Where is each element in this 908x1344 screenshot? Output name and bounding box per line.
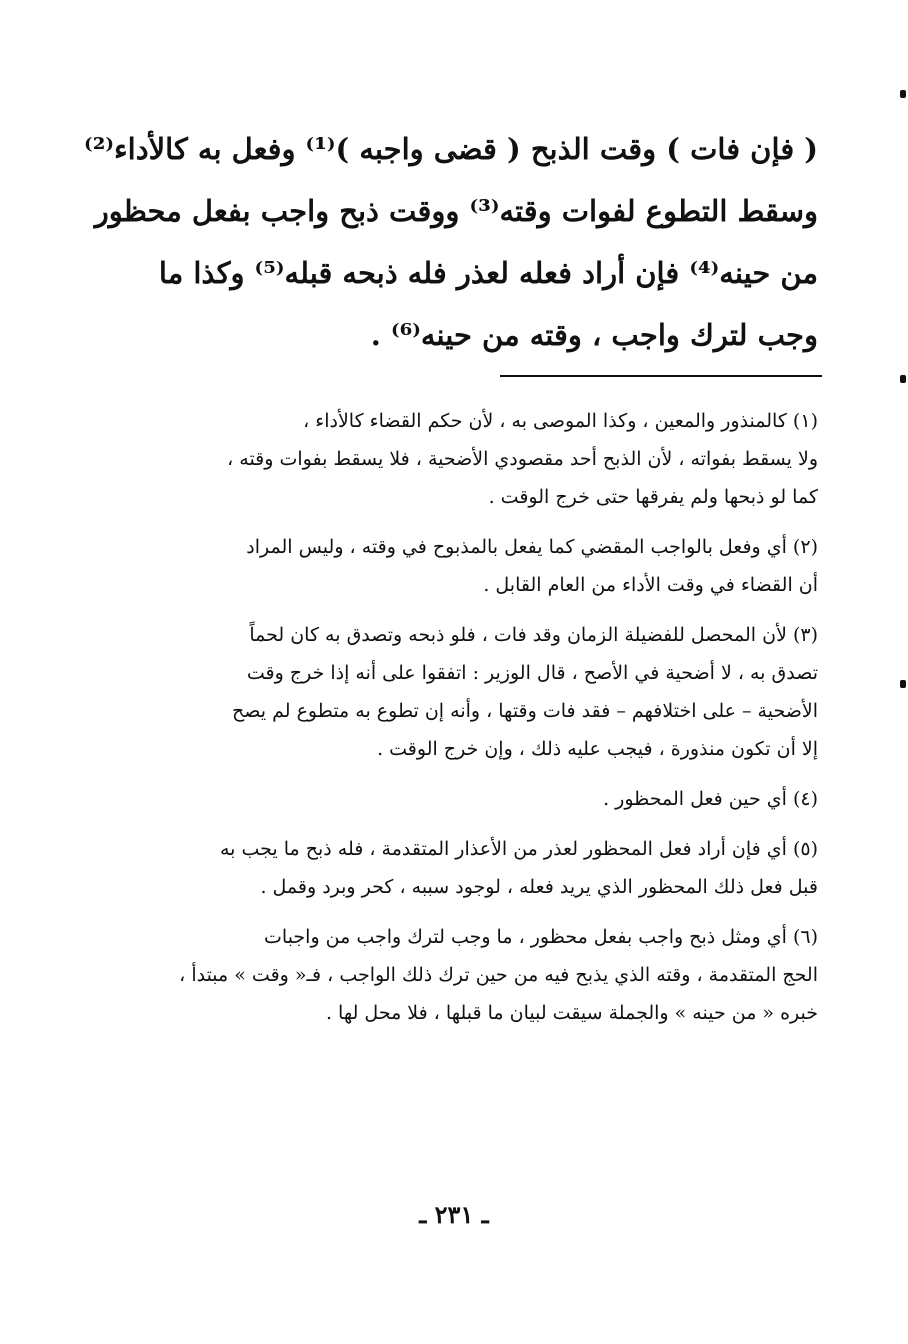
main-text-line: ( فإن فات ) وقت الذبح ( قضى واجبه )⁽¹⁾ وفعل به كالأداء⁽²⁾ <box>84 132 818 166</box>
footnote-line: (٦) أي ومثل ذبح واجب بفعل محظور ، ما وجب لترك واجب من واجبات <box>264 926 818 948</box>
footnote-line: أن القضاء في وقت الأداء من العام القابل . <box>483 574 818 596</box>
footnote-5 <box>88 830 818 906</box>
footnote-line: الأضحية – على اختلافهم – فقد فات وقتها ، وأنه إن تطوع به متطوع لم يصح <box>232 700 818 722</box>
footnote-line: (٤) أي حين فعل المحظور . <box>603 788 818 810</box>
footnote-divider <box>500 375 822 377</box>
margin-mark-lower <box>900 680 906 688</box>
margin-mark-middle <box>900 375 906 383</box>
page-number: ـ ٢٣١ ـ <box>419 1200 489 1229</box>
main-text-line: وسقط التطوع لفوات وقته⁽³⁾ ووقت ذبح واجب بفعل محظور <box>94 194 818 228</box>
footnote-line: كما لو ذبحها ولم يفرقها حتى خرج الوقت . <box>488 486 818 508</box>
footnote-4 <box>88 780 818 818</box>
footnote-line: (٣) لأن المحصل للفضيلة الزمان وقد فات ، فلو ذبحه وتصدق به كان لحماً <box>249 624 818 646</box>
footnotes-section <box>88 402 818 1044</box>
footnote-line: (٢) أي وفعل بالواجب المقضي كما يفعل بالمذبوح في وقته ، وليس المراد <box>246 536 818 558</box>
main-text <box>84 118 818 366</box>
footnote-line: إلا أن تكون منذورة ، فيجب عليه ذلك ، وإن خرج الوقت . <box>377 738 818 760</box>
footnote-line: الحج المتقدمة ، وقته الذي يذبح فيه من حين ترك ذلك الواجب ، فـ« وقت » مبتدأ ، <box>179 964 818 986</box>
main-text-line: من حينه⁽⁴⁾ فإن أراد فعله لعذر فله ذبحه قبله⁽⁵⁾ وكذا ما <box>158 256 818 290</box>
footnote-line: خبره « من حينه » والجملة سيقت لبيان ما قبلها ، فلا محل لها . <box>325 1002 818 1024</box>
footnote-line: قبل فعل ذلك المحظور الذي يريد فعله ، لوجود سببه ، كحر وبرد وقمل . <box>260 876 818 898</box>
footnote-line: تصدق به ، لا أضحية في الأصح ، قال الوزير : اتفقوا على أنه إذا خرج وقت <box>246 662 818 684</box>
margin-mark-top <box>900 90 906 98</box>
footnote-1 <box>88 402 818 516</box>
footnote-3 <box>88 616 818 768</box>
footnote-6 <box>88 918 818 1032</box>
footnote-line: ولا يسقط بفواته ، لأن الذبح أحد مقصودي الأضحية ، فلا يسقط بفوات وقته ، <box>227 448 818 470</box>
footnote-line: (١) كالمنذور والمعين ، وكذا الموصى به ، لأن حكم القضاء كالأداء ، <box>303 410 818 432</box>
main-text-line: وجب لترك واجب ، وقته من حينه⁽⁶⁾ . <box>370 318 818 352</box>
footnote-line: (٥) أي فإن أراد فعل المحظور لعذر من الأعذار المتقدمة ، فله ذبح ما يجب به <box>219 838 818 860</box>
footnote-2 <box>88 528 818 604</box>
